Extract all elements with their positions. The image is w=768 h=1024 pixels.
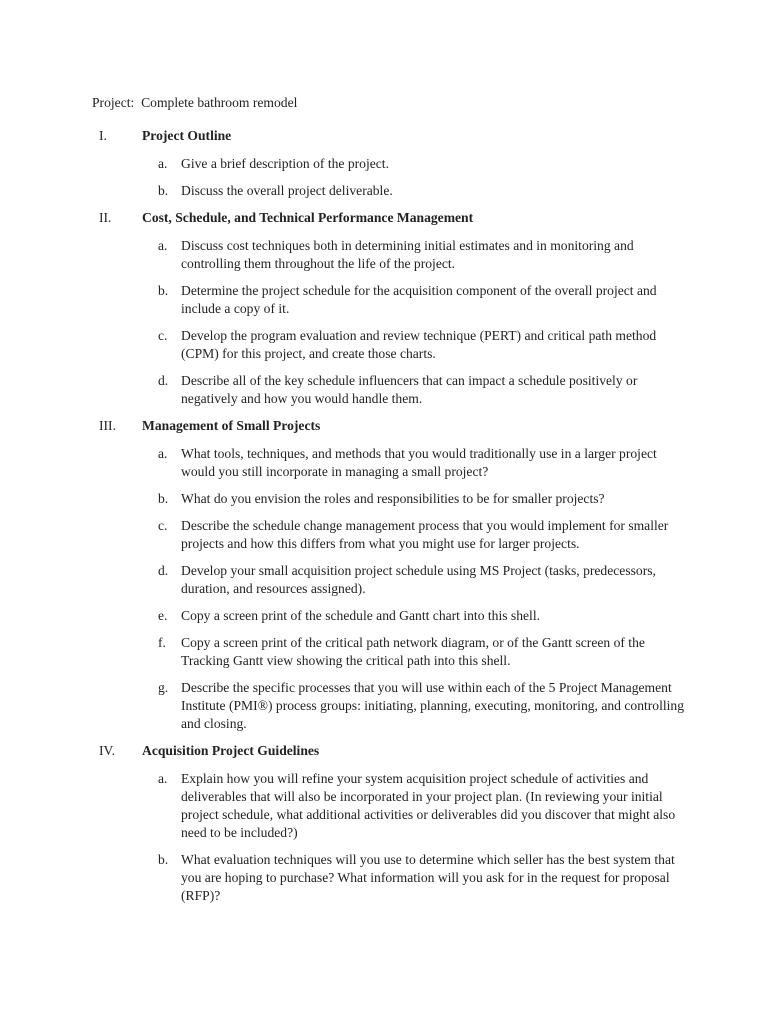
item-text: Give a brief description of the project. (181, 156, 389, 171)
list-item (92, 327, 688, 363)
item-letter: d. (158, 563, 169, 578)
list-item (92, 851, 688, 905)
item-text: Discuss cost techniques both in determining initial estimates and in monitoring and controlling them throughout the life of the project. (181, 238, 634, 271)
item-letter: b. (158, 852, 169, 867)
item-letter: g. (158, 680, 169, 695)
item-letter: d. (158, 373, 169, 388)
list-item (92, 679, 688, 733)
section-numeral: II. (99, 210, 112, 225)
list-item (92, 490, 688, 508)
item-text: Describe all of the key schedule influencers that can impact a schedule positively or negatively and how you would handle them. (181, 373, 638, 406)
item-letter: b. (158, 283, 169, 298)
list-item (92, 237, 688, 273)
item-text: Copy a screen print of the schedule and Gantt chart into this shell. (181, 608, 541, 623)
item-text: Explain how you will refine your system acquisition project schedule of activities and deliverables that will also be incorporated in your project plan. (In reviewing your initial project schedule, what additional activities or deliverables did you discover that might also need to be included?) (181, 771, 676, 840)
section-heading (92, 742, 688, 760)
item-letter: b. (158, 183, 169, 198)
item-text: Describe the specific processes that you will use within each of the 5 Project Management Institute (PMI®) process groups: initiating, planning, executing, monitoring, and controlling and closing. (181, 680, 685, 731)
item-letter: a. (158, 446, 168, 461)
item-letter: a. (158, 156, 168, 171)
list-item (92, 517, 688, 553)
item-text: Discuss the overall project deliverable. (181, 183, 393, 198)
item-letter: f. (158, 635, 166, 650)
list-item (92, 282, 688, 318)
item-text: What evaluation techniques will you use to determine which seller has the best system that you are hoping to purchase? What information will you ask for in the request for proposal (RFP)? (181, 852, 675, 903)
section-items (92, 237, 688, 408)
list-item (92, 372, 688, 408)
item-letter: a. (158, 771, 168, 786)
list-item (92, 182, 688, 200)
section-title: Management of Small Projects (142, 418, 321, 433)
item-letter: a. (158, 238, 168, 253)
list-item (92, 562, 688, 598)
section-numeral: IV. (99, 743, 115, 758)
list-item (92, 607, 688, 625)
item-text: What do you envision the roles and responsibilities to be for smaller projects? (181, 491, 605, 506)
section-small-projects (92, 417, 688, 733)
list-item (92, 445, 688, 481)
item-text: Develop your small acquisition project schedule using MS Project (tasks, predecessors, duration, and resources assigned). (181, 563, 656, 596)
list-item (92, 155, 688, 173)
item-letter: c. (158, 328, 168, 343)
project-title: Complete bathroom remodel (141, 95, 298, 110)
item-letter: e. (158, 608, 168, 623)
section-title: Acquisition Project Guidelines (142, 743, 320, 758)
section-title: Cost, Schedule, and Technical Performance Management (142, 210, 474, 225)
section-heading (92, 127, 688, 145)
list-item (92, 770, 688, 842)
project-line (92, 94, 688, 112)
section-project-outline (92, 127, 688, 200)
item-letter: b. (158, 491, 169, 506)
item-text: What tools, techniques, and methods that you would traditionally use in a larger project would you still incorporate in managing a small project? (181, 446, 657, 479)
section-heading (92, 209, 688, 227)
item-text: Develop the program evaluation and review technique (PERT) and critical path method (CPM) for this project, and create those charts. (181, 328, 657, 361)
section-items (92, 155, 688, 200)
section-title: Project Outline (142, 128, 232, 143)
section-acquisition-guidelines (92, 742, 688, 905)
section-items (92, 445, 688, 733)
project-label: Project: (92, 95, 135, 110)
section-heading (92, 417, 688, 435)
section-items (92, 770, 688, 905)
section-cost-schedule (92, 209, 688, 408)
list-item (92, 634, 688, 670)
item-text: Describe the schedule change management process that you would implement for smaller projects and how this differs from what you might use for larger projects. (181, 518, 669, 551)
section-numeral: III. (99, 418, 116, 433)
item-letter: c. (158, 518, 168, 533)
item-text: Determine the project schedule for the acquisition component of the overall project and include a copy of it. (181, 283, 657, 316)
section-numeral: I. (99, 128, 107, 143)
item-text: Copy a screen print of the critical path network diagram, or of the Gantt screen of the Tracking Gantt view showing the critical path into this shell. (181, 635, 645, 668)
